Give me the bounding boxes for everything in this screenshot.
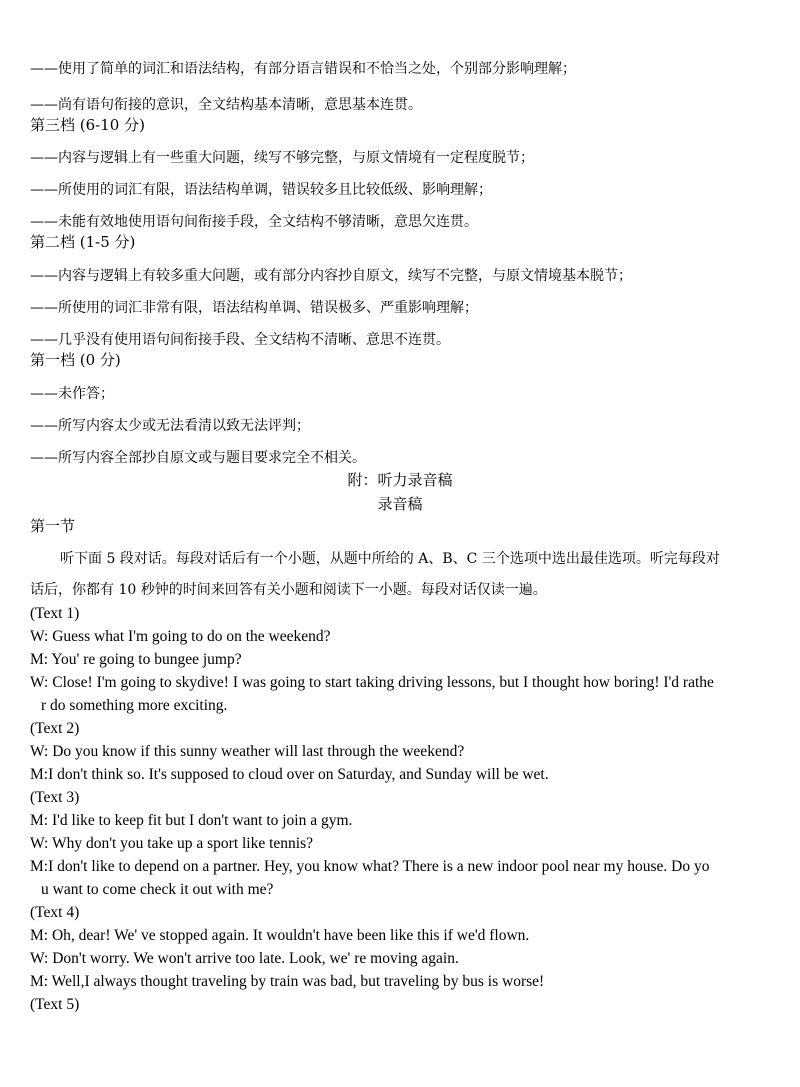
criteria-line: ——所使用的词汇非常有限，语法结构单调、错误极多、严重影响理解； [30, 300, 478, 316]
transcript-title: 录音稿 [377, 495, 423, 513]
text-label: (Text 3) [30, 789, 80, 806]
dialogue-line: M: Well,I always thought traveling by train was bad, but traveling by bus is worse! [30, 973, 545, 990]
dialogue-line: M: You' re going to bungee jump? [30, 651, 242, 668]
criteria-line: ——几乎没有使用语句间衔接手段、全文结构不清晰、意思不连贯。 [30, 332, 450, 348]
appendix-title: 附：听力录音稿 [347, 471, 453, 489]
section-heading: 第一节 [30, 517, 76, 535]
criteria-line: ——内容与逻辑上有较多重大问题，或有部分内容抄自原文，续写不完整，与原文情境基本脱节； [30, 268, 632, 284]
dialogue-line: M:I don't think so. It's supposed to cloud over on Saturday, and Sunday will be wet. [30, 766, 549, 783]
criteria-line: ——所使用的词汇有限，语法结构单调，错误较多且比较低级、影响理解； [30, 182, 492, 198]
instruction-line: 话后，你都有 10 秒钟的时间来回答有关小题和阅读下一小题。每段对话仅读一遍。 [30, 582, 547, 598]
dialogue-line: W: Guess what I'm going to do on the weekend? [30, 628, 331, 645]
criteria-line: ——使用了简单的词汇和语法结构，有部分语言错误和不恰当之处，个别部分影响理解； [30, 61, 576, 77]
text-label: (Text 5) [30, 996, 80, 1013]
grade-heading: 第一档 (0 分) [30, 351, 121, 369]
dialogue-line: W: Why don't you take up a sport like tennis? [30, 835, 314, 852]
text-label: (Text 4) [30, 904, 80, 921]
grade-heading: 第三档 (6-10 分) [30, 116, 145, 134]
dialogue-line: W: Don't worry. We won't arrive too late. Look, we' re moving again. [30, 950, 459, 967]
dialogue-line: W: Do you know if this sunny weather will last through the weekend? [30, 743, 465, 760]
dialogue-line: u want to come check it out with me? [41, 881, 274, 898]
dialogue-line: M: Oh, dear! We' ve stopped again. It wouldn't have been like this if we'd flown. [30, 927, 530, 944]
criteria-line: ——尚有语句衔接的意识，全文结构基本清晰，意思基本连贯。 [30, 97, 422, 113]
dialogue-line: r do something more exciting. [41, 697, 228, 714]
criteria-line: ——内容与逻辑上有一些重大问题，续写不够完整，与原文情境有一定程度脱节； [30, 150, 534, 166]
criteria-line: ——所写内容全部抄自原文或与题目要求完全不相关。 [30, 450, 366, 466]
dialogue-line: W: Close! I'm going to skydive! I was going to start taking driving lessons, but I thought how boring! I'd rathe [30, 674, 714, 691]
criteria-line: ——未能有效地使用语句间衔接手段，全文结构不够清晰，意思欠连贯。 [30, 214, 478, 230]
text-label: (Text 1) [30, 605, 80, 622]
dialogue-line: M:I don't like to depend on a partner. Hey, you know what? There is a new indoor pool near my house. Do yo [30, 858, 710, 875]
text-label: (Text 2) [30, 720, 80, 737]
grade-heading: 第二档 (1-5 分) [30, 233, 136, 251]
instruction-line: 听下面 5 段对话。每段对话后有一个小题，从题中所给的 A、B、C 三个选项中选出最佳选项。听完每段对 [60, 551, 720, 567]
criteria-line: ——未作答； [30, 386, 114, 402]
criteria-line: ——所写内容太少或无法看清以致无法评判； [30, 418, 310, 434]
dialogue-line: M: I'd like to keep fit but I don't want to join a gym. [30, 812, 353, 829]
